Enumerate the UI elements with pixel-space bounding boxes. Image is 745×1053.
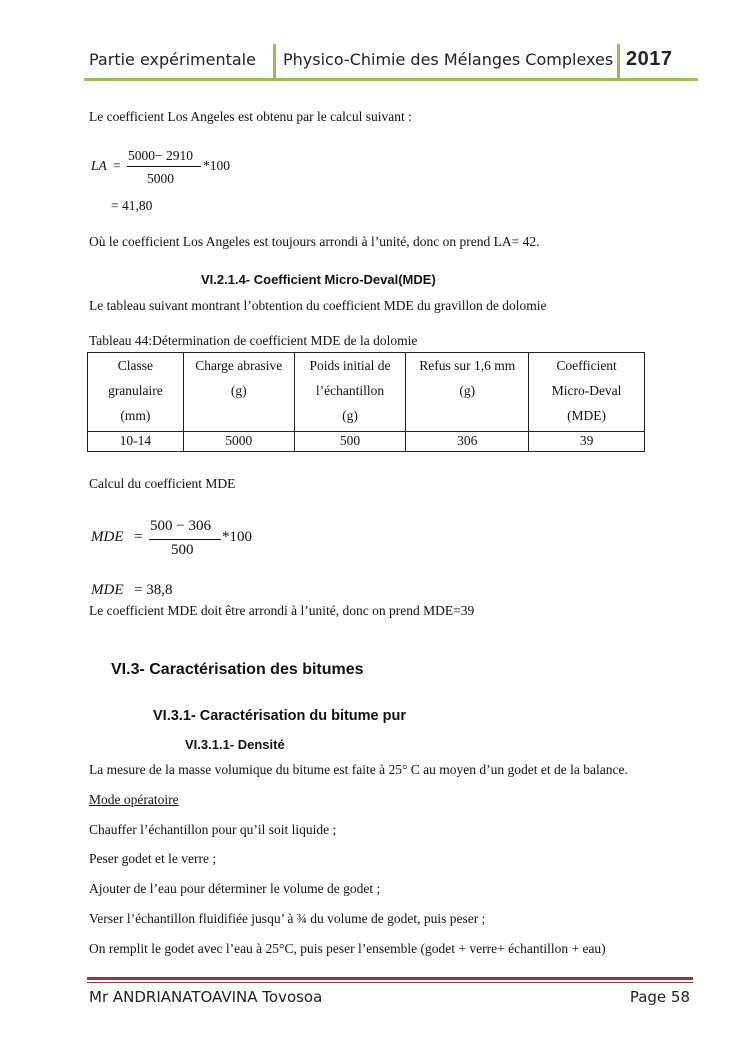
table-header-cell (183, 353, 294, 432)
header-rule (84, 78, 698, 81)
header-line: Classe (117, 358, 154, 373)
mde-table (87, 352, 645, 452)
intro-la-text: Le coefficient Los Angeles est obtenu par le calcul suivant : (89, 109, 412, 124)
heading-vi311: VI.3.1.1- Densité (185, 737, 285, 752)
table-cell: 5000 (183, 432, 294, 452)
footer-author: Mr ANDRIANATOAVINA Tovosoa (89, 988, 323, 1006)
footer-rule-thick (87, 977, 693, 980)
header-year: 2017 (626, 48, 673, 70)
step-item: Peser godet et le verre ; (89, 851, 217, 866)
header-line: (g) (230, 383, 247, 398)
intro-mde-text: Le tableau suivant montrant l’obtention du coefficient MDE du gravillon de dolomie (89, 298, 547, 313)
header-line: Charge abrasive (195, 358, 283, 373)
eq-mde-numerator: 500 − 306 (150, 518, 211, 534)
heading-vi3: VI.3- Caractérisation des bitumes (111, 661, 364, 678)
header-line: Poids initial de (309, 358, 391, 373)
header-line: Micro-Deval (551, 383, 622, 398)
eq-la-multiplier: *100 (203, 158, 230, 173)
mde-rounding-text: Le coefficient MDE doit être arrondi à l’unité, donc on prend MDE=39 (89, 603, 475, 618)
header-line: Coefficient (556, 358, 617, 373)
table-cell: 306 (406, 432, 529, 452)
heading-mde: VI.2.1.4- Coefficient Micro-Deval(MDE) (201, 272, 436, 287)
eq-mde-equals: = (134, 529, 143, 545)
table-cell: 10-14 (88, 432, 184, 452)
table-header-row (88, 353, 645, 432)
calc-mde-title: Calcul du coefficient MDE (89, 476, 236, 491)
eq-mde-denominator: 500 (171, 542, 194, 558)
densite-intro-text: La mesure de la masse volumique du bitume est faite à 25° C au moyen d’un godet et de la balance. (89, 762, 628, 777)
header-divider-1 (273, 44, 276, 80)
step-item: On remplit le godet avec l’eau à 25°C, puis peser l’ensemble (godet + verre+ échantillon + eau) (89, 941, 606, 956)
step-item: Verser l’échantillon fluidifiée jusqu’ à ¾ du volume de godet, puis peser ; (89, 911, 486, 926)
table-header-cell (88, 353, 184, 432)
eq-mde-result-rhs: = 38,8 (134, 582, 173, 598)
eq-mde-result-lhs: MDE (91, 582, 124, 598)
header-line: l’échantillon (315, 383, 385, 398)
table-cell: 500 (294, 432, 406, 452)
header-line: Refus sur 1,6 mm (419, 358, 516, 373)
eq-la-result: = 41,80 (111, 198, 153, 213)
eq-la-numerator: 5000− 2910 (128, 148, 193, 163)
eq-la-lhs: LA (91, 158, 107, 173)
eq-mde-lhs: MDE (91, 529, 124, 545)
table-header-cell (529, 353, 645, 432)
table-caption: Tableau 44:Détermination de coefficient MDE de la dolomie (89, 333, 418, 348)
eq-mde-fraction-bar (149, 539, 221, 540)
eq-la-fraction-bar (127, 166, 201, 167)
table-header-cell (294, 353, 406, 432)
heading-vi31: VI.3.1- Caractérisation du bitume pur (153, 708, 406, 724)
header-line: (mm) (120, 408, 151, 423)
eq-la-equals: = (113, 158, 121, 173)
footer-rule-thin (87, 982, 693, 983)
header-center-title: Physico-Chimie des Mélanges Complexes (283, 50, 614, 69)
header-line: (g) (459, 383, 476, 398)
la-rounding-text: Où le coefficient Los Angeles est toujours arrondi à l’unité, donc on prend LA= 42. (89, 234, 540, 249)
table-cell: 39 (529, 432, 645, 452)
table-header-cell (406, 353, 529, 432)
header-left-title: Partie expérimentale (89, 50, 256, 69)
mode-operatoire-title: Mode opératoire (89, 792, 179, 807)
header-line: (g) (342, 408, 358, 423)
eq-mde-multiplier: *100 (222, 529, 252, 545)
footer-page-number: Page 58 (629, 988, 690, 1006)
step-item: Ajouter de l’eau pour déterminer le volume de godet ; (89, 881, 381, 896)
eq-la-denominator: 5000 (147, 171, 174, 186)
table-row (88, 432, 645, 452)
header-line: granulaire (108, 383, 163, 398)
header-divider-2 (617, 44, 620, 80)
header-line: (MDE) (567, 408, 607, 423)
step-item: Chauffer l’échantillon pour qu’il soit liquide ; (89, 822, 337, 837)
